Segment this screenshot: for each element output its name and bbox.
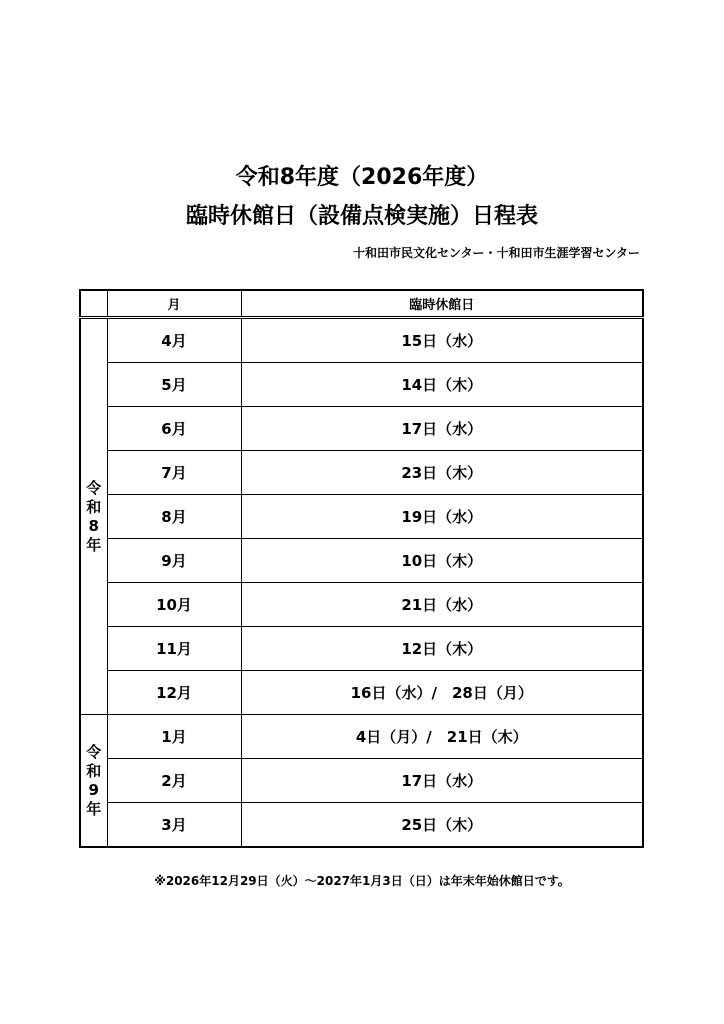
era-label-reiwa-8: 令 和 8 年 [80, 318, 107, 715]
table-row [80, 318, 643, 363]
organization-name: 十和田市民文化センター・十和田市生涯学習センター [352, 246, 640, 260]
table-row [80, 495, 643, 539]
closure-schedule-table [79, 289, 644, 848]
month-cell: 5月 [107, 363, 241, 407]
closure-date-cell: 14日（木） [241, 363, 643, 407]
closure-date-cell: 15日（水） [241, 318, 643, 363]
document-title-line2: 臨時休館日（設備点検実施）日程表 [185, 204, 538, 229]
closure-date-cell: 23日（木） [241, 451, 643, 495]
footnote: ※2026年12月29日（火）～2027年1月3日（日）は年末年始休館日です。 [154, 874, 570, 888]
closure-date-cell: 21日（水） [241, 583, 643, 627]
table-row [80, 759, 643, 803]
month-cell: 10月 [107, 583, 241, 627]
table-row [80, 451, 643, 495]
table-header-row [80, 290, 643, 318]
closure-date-cell: 17日（水） [241, 407, 643, 451]
table-row [80, 671, 643, 715]
table-row [80, 539, 643, 583]
header-month: 月 [107, 290, 241, 318]
month-cell: 2月 [107, 759, 241, 803]
table-row [80, 583, 643, 627]
closure-date-cell: 19日（水） [241, 495, 643, 539]
month-cell: 9月 [107, 539, 241, 583]
table-row [80, 407, 643, 451]
month-cell: 4月 [107, 318, 241, 363]
month-cell: 11月 [107, 627, 241, 671]
month-cell: 7月 [107, 451, 241, 495]
header-era [80, 290, 107, 318]
era-label-reiwa-9: 令 和 9 年 [80, 715, 107, 848]
table-row [80, 715, 643, 759]
closure-date-cell: 12日（木） [241, 627, 643, 671]
closure-date-cell: 17日（水） [241, 759, 643, 803]
closure-date-cell: 16日（水）/ 28日（月） [241, 671, 643, 715]
table-row [80, 627, 643, 671]
header-closure-days: 臨時休館日 [241, 290, 643, 318]
month-cell: 6月 [107, 407, 241, 451]
closure-date-cell: 25日（木） [241, 803, 643, 848]
document-title-line1: 令和8年度（2026年度） [235, 165, 489, 190]
closure-date-cell: 4日（月）/ 21日（木） [241, 715, 643, 759]
closure-date-cell: 10日（木） [241, 539, 643, 583]
month-cell: 12月 [107, 671, 241, 715]
month-cell: 1月 [107, 715, 241, 759]
table-row [80, 363, 643, 407]
month-cell: 3月 [107, 803, 241, 848]
table-row [80, 803, 643, 848]
month-cell: 8月 [107, 495, 241, 539]
